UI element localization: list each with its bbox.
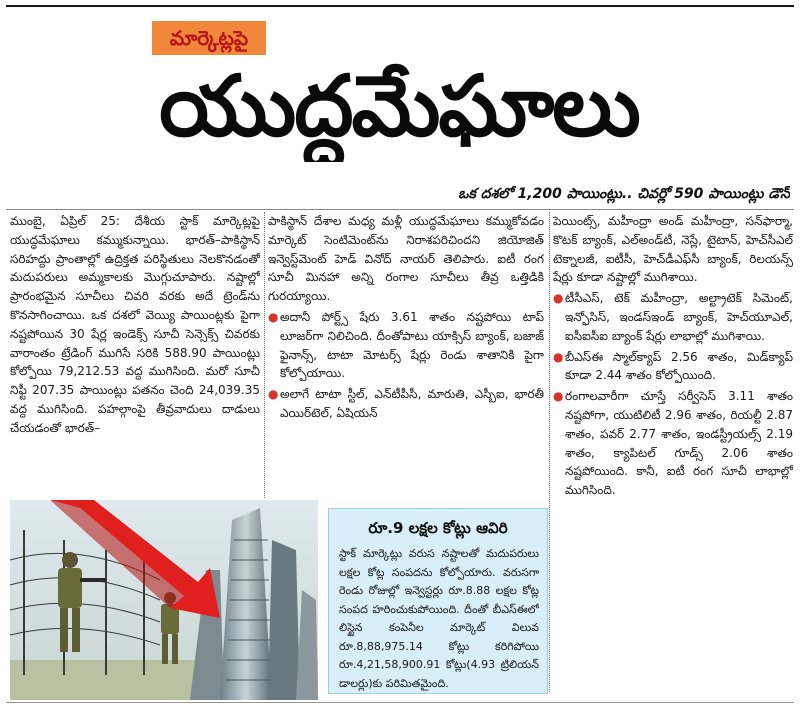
column-3-bullet bbox=[553, 348, 793, 386]
bullet-icon: ● bbox=[268, 309, 279, 324]
column-3-bullet-text: రంగాలవారీగా చూస్తే సర్వీసెస్ 3.11 శాతం నష్టపోగా, యుటిలిటీ 2.96 శాతం, రియల్టీ 2.87 శాతం, పవర్ 2.77 శాతం, ఇండస్ట్రీయల్స్ 2.19 శాతం, క్యాపిటల్ గూడ్స్ 2.06 శాతం నష్టపోయింది. కానీ, ఐటీ రంగ సూచీ లాభాల్లో ముగిసింది. bbox=[565, 389, 793, 498]
highlight-box bbox=[328, 508, 548, 694]
photo-illustration bbox=[10, 500, 318, 700]
column-3-bullet-text: బీఎస్ఈ స్మాల్‌క్యాప్ 2.56 శాతం, మిడ్‌క్యాప్ కూడా 2.44 శాతం కోల్పోయింది. bbox=[565, 349, 793, 383]
column-2-bullet bbox=[268, 308, 544, 383]
column-divider-2 bbox=[549, 212, 550, 692]
article-photo bbox=[10, 500, 318, 700]
headline: యుద్ధమేఘాలు bbox=[159, 57, 639, 155]
bullet-icon: ● bbox=[553, 291, 564, 306]
top-rule bbox=[6, 5, 794, 7]
bullet-icon: ● bbox=[268, 387, 279, 402]
column-divider-1 bbox=[264, 212, 265, 498]
subhead-rule bbox=[6, 209, 794, 210]
subheadline: ఒక దశలో 1,200 పాయింట్లు.. చివర్లో 590 పాయింట్లు డౌన్ bbox=[458, 186, 790, 202]
bottom-rule bbox=[6, 702, 794, 703]
column-2-intro: పాకిస్థాన్ దేశాల మధ్య మళ్లీ యుద్ధమేఘాలు కమ్ముకోవడం మార్కెట్ సెంటిమెంట్‌ను నిరాశపరిచిందని జియోజిత్ ఇన్వెస్ట్‌మెంట్ హెడ్ వినోద్ నాయర్ తెలిపారు. ఐటీ రంగ సూచీ మినహా అన్ని రంగాల సూచీలు తీవ్ర ఒత్తిడికి గురయ్యాయి. bbox=[268, 214, 544, 304]
kicker-label: మార్కెట్లపై bbox=[152, 21, 266, 55]
article-column-2 bbox=[268, 212, 544, 498]
article-column-3 bbox=[553, 212, 793, 692]
article-column-1 bbox=[10, 212, 260, 498]
highlight-box-title: రూ.9 లక్షల కోట్లు ఆవిరి bbox=[368, 519, 508, 537]
column-3-bullet-text: టీసీఎస్, టెక్ మహీంద్రా, అల్ట్రాటెక్ సిమెంట్, ఇన్ఫోసిస్, ఇండస్‌ఇండ్ బ్యాంక్, హెచ్‌యూఎల్, ఐసీఐసీఐ బ్యాంక్ షేర్లు లాభాల్లో ముగిశాయి. bbox=[565, 291, 793, 343]
column-1-text: ముంబై, ఏప్రిల్ 25: దేశీయ స్టాక్ మార్కెట్లపై యుద్ధమేఘాలు కమ్ముకున్నాయి. భారత్–పాకిస్థాన్ సరిహద్దు ప్రాంతాల్లో ఉద్రిక్తత పరిస్థితులు నెలకొనడంతో మదుపరులు అమ్మకాలకు మొగ్గుచూపారు. నష్టాల్లో ప్రారంభమైన సూచీలు చివరి వరకు అదే ట్రెండ్‌ను కొనసాగించాయి. ఒక దశలో వెయ్యి పాయింట్లకు పైగా నష్టపోయిన 30 షేర్ల ఇండెక్స్ సూచీ సెన్సెక్స్ చివరకు వారాంతం ట్రేడింగ్ ముగిసే సరికి 588.90 పాయింట్లు కోల్పోయి 79,212.53 వద్ద ముగిసింది. మరో సూచీ నిఫ్టీ 207.35 పాయింట్లు పతనం చెంది 24,039.35 వద్ద ముగిసింది. పహల్గాంపై తీవ్రవాదులు దాడులు చేయడంతో భారత్– bbox=[10, 214, 260, 435]
column-2-bullet-text: అదానీ పోర్ట్స్ షేరు 3.61 శాతం నష్టపోయి టాప్ లూజర్‌గా నిలిచింది. దీంతోపాటు యాక్సిస్ బ్యాంక్, బజాజ్ ఫైనాన్స్, టాటా మోటర్స్ షేర్లు రెండు శాతానికి పైగా కోల్పోయాయి. bbox=[280, 309, 544, 381]
column-3-intro: పెయింట్స్, మహీంద్రా అండ్ మహీంద్రా, సన్‌ఫార్మా, కొటక్ బ్యాంక్, ఎల్అండ్‌టీ, నెస్లే, టైటాన్, హెచ్‌సీఎల్ టెక్నాలజీ, ఐటీసీ, హెచ్‌డీఎఫ్‌సీ బ్యాంక్, రిలయన్స్ షేర్లు కూడా నష్టాల్లో ముగిశాయి. bbox=[553, 214, 793, 285]
bullet-icon: ● bbox=[553, 349, 564, 364]
column-3-bullet bbox=[553, 289, 793, 345]
column-2-bullet-text: అలాగే టాటా స్టీల్, ఎన్‌టీపీసీ, మారుతి, ఎస్బీఐ, భారతీ ఎయిర్‌టెల్, ఏషియన్ bbox=[280, 387, 544, 420]
column-3-bullet bbox=[553, 387, 793, 500]
bullet-icon: ● bbox=[553, 389, 564, 404]
column-2-bullet bbox=[268, 385, 544, 423]
highlight-box-text: స్టాక్ మార్కెట్లు వరుస నష్టాలతో మదుపరులు లక్షల కోట్ల సంపదను కోల్పోయారు. వరుసగా రెండు రోజుల్లో ఇన్వెస్టర్లు రూ.8.88 లక్షల కోట్ల సంపద హరించుకుపోయింది. దీంతో బీఎస్ఈలో లిస్టైన కంపెనీల మార్కెట్ విలువ రూ.8,88,975.14 కోట్లు కరిగిపోయి రూ.4,21,58,900.91 కోట్లు(4.93 ట్రిలియన్ డాలర్లు)కు పరిమితమైంది. bbox=[339, 547, 539, 690]
